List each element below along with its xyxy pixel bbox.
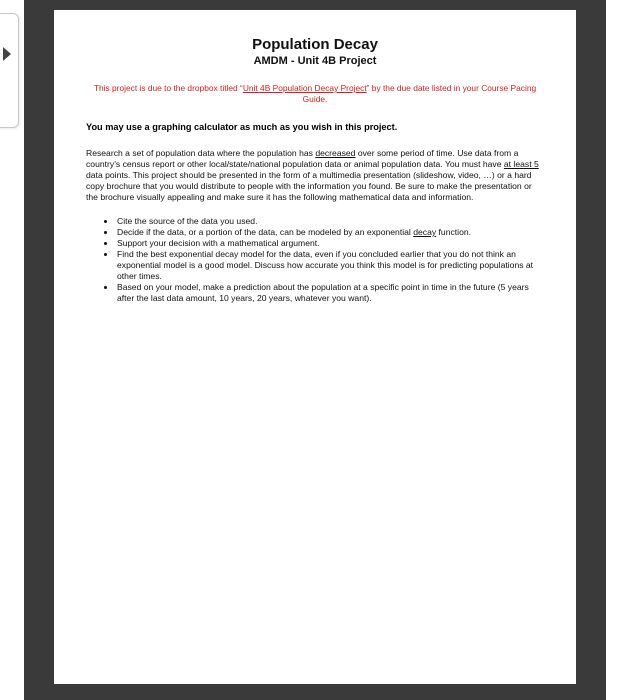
page-content xyxy=(54,10,576,304)
intro-part1: Research a set of population data where the population has xyxy=(86,148,316,158)
sidebar-toggle-tab[interactable] xyxy=(0,13,19,128)
due-notice-prefix: This project is due to the dropbox titled “ xyxy=(93,83,243,93)
triangle-right-icon[interactable] xyxy=(3,47,11,61)
document-subtitle: AMDM - Unit 4B Project xyxy=(253,55,377,67)
calculator-note: You may use a graphing calculator as much as you wish in this project. xyxy=(86,122,398,132)
document-page xyxy=(54,10,576,684)
due-notice xyxy=(86,83,544,105)
dropbox-link[interactable]: Unit 4B Population Decay Project xyxy=(242,83,367,93)
requirement-item xyxy=(116,227,544,238)
intro-part2: over some period of time. Use data from a country’s census report or other local/state/national population data or animal population data. You must have xyxy=(86,148,519,169)
requirement-text-after: function. xyxy=(436,227,472,237)
requirement-decay: decay xyxy=(413,227,437,237)
requirement-item: • Cite the source of the data you used. xyxy=(116,216,544,227)
document-title: Population Decay xyxy=(252,36,378,53)
due-notice-suffix: ” by the due date listed in your Course Pacing Guide. xyxy=(302,83,537,104)
intro-at-least-5: at least 5 xyxy=(503,159,539,169)
requirements-list xyxy=(86,216,544,304)
requirement-text-before: Decide if the data, or a portion of the data, can be modeled by an exponential xyxy=(117,227,414,237)
intro-part3: data points. This project should be presented in the form of a multimedia presentation (slideshow, video, …) or a hard copy brochure that you would distribute to people with the information you found. Be sure to make the presentation or the brochure visually appealing and make sure it has the following mathematical data and information. xyxy=(86,170,532,202)
intro-decreased: decreased xyxy=(315,148,356,158)
requirement-item: • Find the best exponential decay model for the data, even if you concluded earlier that you do not think an exponential model is a good model. Discuss how accurate you think this model is for predicting populations at other times. xyxy=(116,249,544,282)
requirement-item: • Support your decision with a mathematical argument. xyxy=(116,238,544,249)
requirement-item: • Based on your model, make a prediction about the population at a specific point in time in the future (5 years after the last data amount, 10 years, 20 years, whatever you want). xyxy=(116,282,544,304)
intro-paragraph xyxy=(86,148,544,203)
document-viewer xyxy=(24,0,606,700)
